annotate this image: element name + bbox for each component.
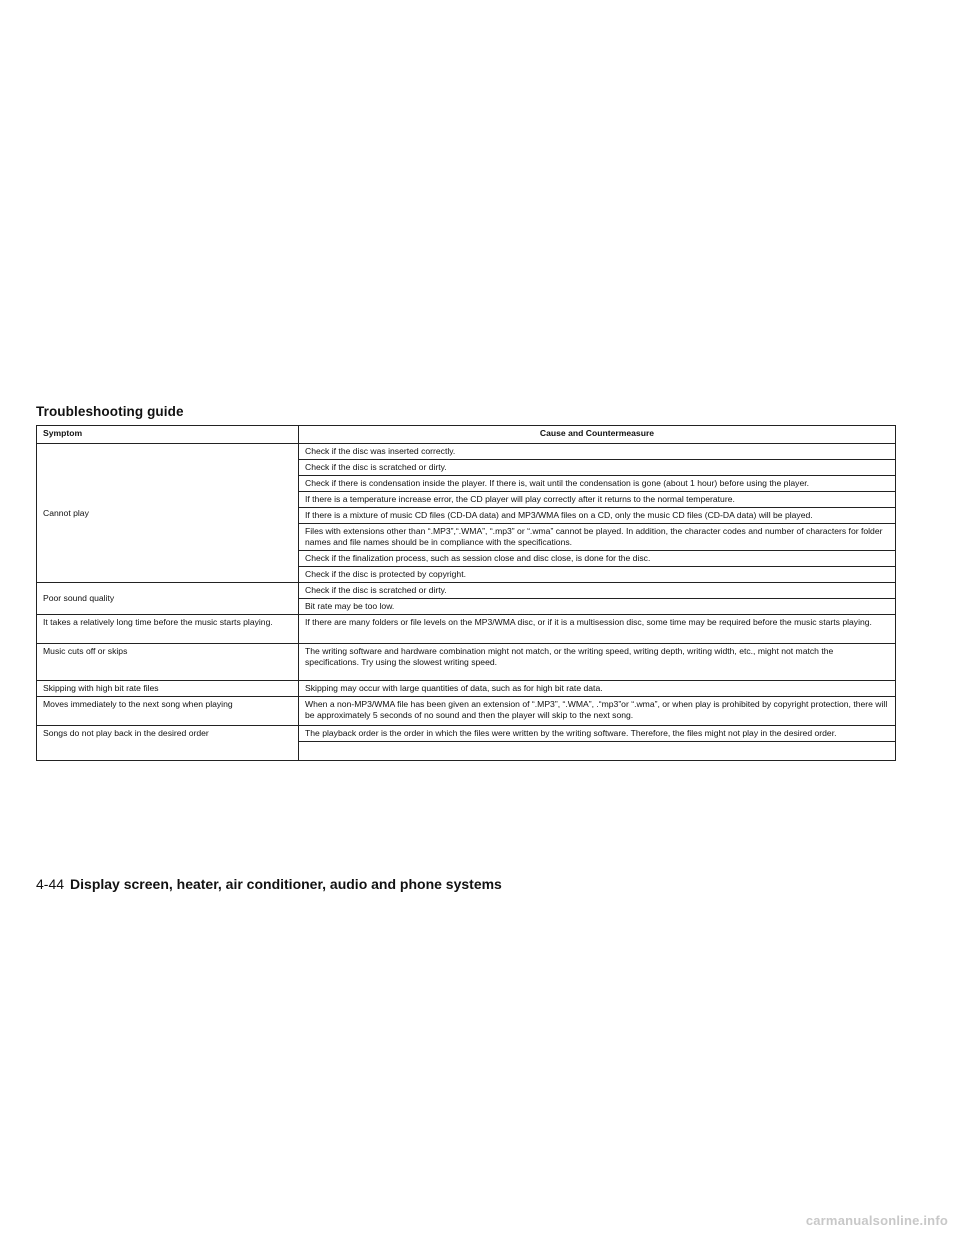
watermark: carmanualsonline.info (805, 1213, 948, 1228)
header-cause: Cause and Countermeasure (299, 426, 896, 444)
troubleshooting-table (36, 425, 896, 761)
symptom-cell: Moves immediately to the next song when playing (37, 697, 299, 726)
cause-cell: Skipping may occur with large quantities of data, such as for high bit rate data. (299, 681, 896, 697)
header-symptom: Symptom (37, 426, 299, 444)
table-row (37, 444, 896, 460)
symptom-cell: Poor sound quality (37, 583, 299, 615)
table-row (37, 697, 896, 726)
cause-cell: Check if the finalization process, such as session close and disc close, is done for the disc. (299, 551, 896, 567)
section-title: Troubleshooting guide (36, 404, 184, 419)
table-row (37, 615, 896, 644)
page-footer (36, 876, 502, 892)
cause-cell: Check if the disc is scratched or dirty. (299, 583, 896, 599)
cause-cell: Check if there is condensation inside the player. If there is, wait until the condensation is gone (about 1 hour) before using the player. (299, 476, 896, 492)
table-row (37, 583, 896, 599)
cause-cell: Check if the disc was inserted correctly. (299, 444, 896, 460)
cause-cell: When a non-MP3/WMA file has been given an extension of “.MP3”, “.WMA”, .“mp3”or “.wma”, or when play is prohibited by copyright protection, there will be approximately 5 seconds of no sound and then the player will skip to the next song. (299, 697, 896, 726)
cause-cell: The writing software and hardware combination might not match, or the writing speed, writing depth, writing width, etc., might not match the specifications. Try using the slowest writing speed. (299, 644, 896, 681)
table-header-row (37, 426, 896, 444)
cause-cell: Check if the disc is protected by copyright. (299, 567, 896, 583)
table-row (37, 644, 896, 681)
symptom-cell: Songs do not play back in the desired order (37, 726, 299, 761)
symptom-cell: Skipping with high bit rate files (37, 681, 299, 697)
table-row (37, 681, 896, 697)
cause-cell: If there are many folders or file levels on the MP3/WMA disc, or if it is a multisession disc, some time may be required before the music starts playing. (299, 615, 896, 644)
empty-cell (299, 742, 896, 761)
page-number: 4-44 (36, 876, 65, 892)
symptom-cell: Cannot play (37, 444, 299, 583)
symptom-cell: Music cuts off or skips (37, 644, 299, 681)
chapter-title: Display screen, heater, air conditioner, audio and phone systems (70, 876, 502, 892)
cause-cell: If there is a mixture of music CD files (CD-DA data) and MP3/WMA files on a CD, only the music CD files (CD-DA data) will be played. (299, 508, 896, 524)
cause-cell: The playback order is the order in which the files were written by the writing software. Therefore, the files might not play in the desired order. (299, 726, 896, 742)
cause-cell: Bit rate may be too low. (299, 599, 896, 615)
cause-cell: Files with extensions other than “.MP3”,“.WMA”, “.mp3” or “.wma” cannot be played. In addition, the character codes and number of characters for folder names and file names should be in compliance with the specifications. (299, 524, 896, 551)
symptom-cell: It takes a relatively long time before the music starts playing. (37, 615, 299, 644)
cause-cell: If there is a temperature increase error, the CD player will play correctly after it returns to the normal temperature. (299, 492, 896, 508)
table-row (37, 726, 896, 742)
cause-cell: Check if the disc is scratched or dirty. (299, 460, 896, 476)
